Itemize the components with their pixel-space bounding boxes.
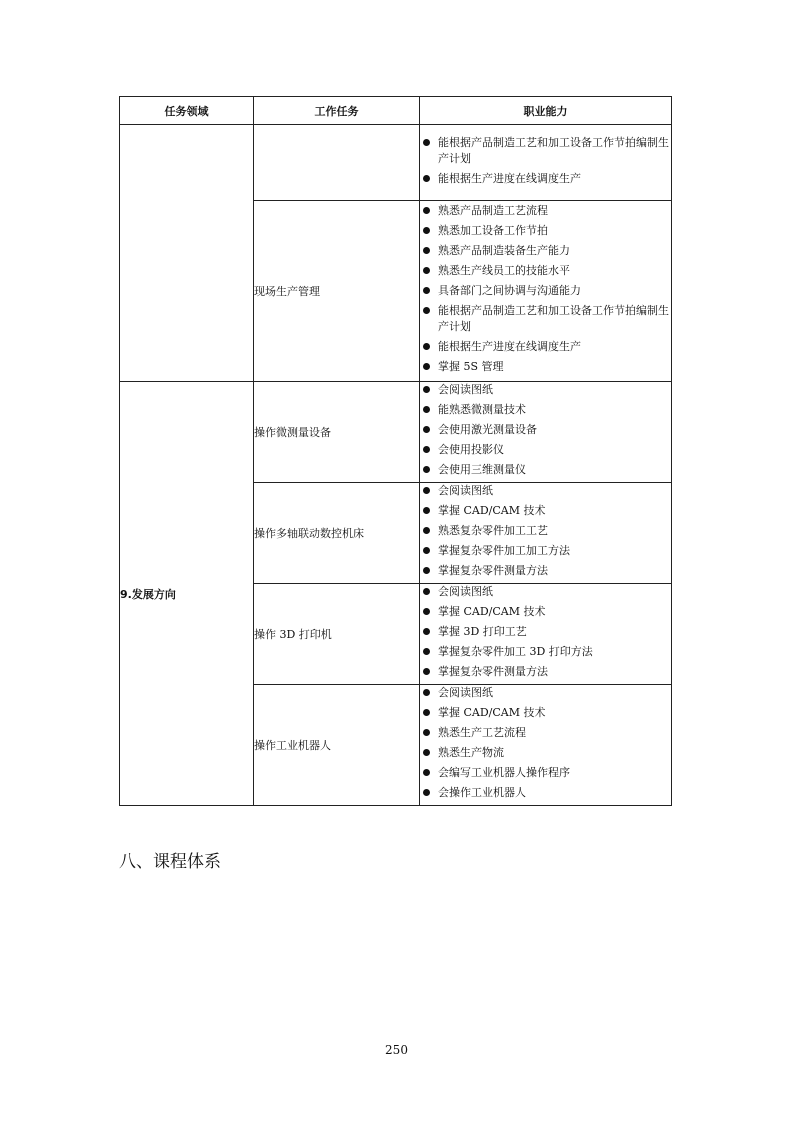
list-item: 能根据产品制造工艺和加工设备工作节拍编制生产计划 bbox=[420, 303, 671, 335]
bullet-icon bbox=[423, 139, 430, 146]
list-item: 熟悉产品制造工艺流程 bbox=[420, 203, 671, 219]
bullet-icon bbox=[423, 247, 430, 254]
list-item: 掌握复杂零件加工加工方法 bbox=[420, 543, 671, 559]
task-cell bbox=[254, 125, 420, 201]
list-item: 掌握复杂零件测量方法 bbox=[420, 563, 671, 579]
abilities-cell bbox=[420, 584, 672, 685]
bullet-icon bbox=[423, 175, 430, 182]
list-item: 会编写工业机器人操作程序 bbox=[420, 765, 671, 781]
bullet-icon bbox=[423, 729, 430, 736]
bullet-icon bbox=[423, 386, 430, 393]
bullet-icon bbox=[423, 689, 430, 696]
task-cell: 操作多轴联动数控机床 bbox=[254, 483, 420, 584]
list-item: 会操作工业机器人 bbox=[420, 785, 671, 801]
bullet-icon bbox=[423, 709, 430, 716]
list-item: 会阅读图纸 bbox=[420, 483, 671, 499]
bullet-icon bbox=[423, 567, 430, 574]
domain-cell: 9.发展方向 bbox=[120, 382, 254, 806]
bullet-icon bbox=[423, 446, 430, 453]
abilities-cell bbox=[420, 382, 672, 483]
abilities-cell bbox=[420, 125, 672, 201]
bullet-icon bbox=[423, 507, 430, 514]
list-item: 能根据生产进度在线调度生产 bbox=[420, 339, 671, 355]
list-item: 掌握 3D 打印工艺 bbox=[420, 624, 671, 640]
bullet-icon bbox=[423, 363, 430, 370]
bullet-icon bbox=[423, 608, 430, 615]
bullet-icon bbox=[423, 406, 430, 413]
list-item: 熟悉生产工艺流程 bbox=[420, 725, 671, 741]
list-item: 会阅读图纸 bbox=[420, 382, 671, 398]
list-item: 熟悉加工设备工作节拍 bbox=[420, 223, 671, 239]
bullet-icon bbox=[423, 466, 430, 473]
bullet-icon bbox=[423, 789, 430, 796]
header-task-domain: 任务领域 bbox=[120, 97, 254, 125]
table-row bbox=[120, 382, 672, 483]
list-item: 能根据生产进度在线调度生产 bbox=[420, 171, 671, 187]
list-item: 掌握复杂零件测量方法 bbox=[420, 664, 671, 680]
task-cell: 操作微测量设备 bbox=[254, 382, 420, 483]
bullet-icon bbox=[423, 287, 430, 294]
abilities-cell bbox=[420, 685, 672, 806]
bullet-icon bbox=[423, 628, 430, 635]
list-item: 掌握 CAD/CAM 技术 bbox=[420, 604, 671, 620]
list-item: 掌握复杂零件加工 3D 打印方法 bbox=[420, 644, 671, 660]
bullet-icon bbox=[423, 527, 430, 534]
bullet-icon bbox=[423, 749, 430, 756]
bullet-icon bbox=[423, 547, 430, 554]
domain-cell-continued bbox=[120, 125, 254, 382]
list-item: 会阅读图纸 bbox=[420, 685, 671, 701]
abilities-cell bbox=[420, 483, 672, 584]
section-heading: 八、课程体系 bbox=[119, 852, 221, 872]
bullet-icon bbox=[423, 307, 430, 314]
header-vocational-ability: 职业能力 bbox=[420, 97, 672, 125]
list-item: 会使用投影仪 bbox=[420, 442, 671, 458]
bullet-icon bbox=[423, 668, 430, 675]
bullet-icon bbox=[423, 588, 430, 595]
competency-table bbox=[119, 96, 672, 806]
list-item: 熟悉复杂零件加工工艺 bbox=[420, 523, 671, 539]
table-row bbox=[120, 125, 672, 201]
bullet-icon bbox=[423, 487, 430, 494]
bullet-icon bbox=[423, 267, 430, 274]
list-item: 熟悉生产线员工的技能水平 bbox=[420, 263, 671, 279]
table-header-row bbox=[120, 97, 672, 125]
task-cell: 现场生产管理 bbox=[254, 201, 420, 382]
task-cell: 操作工业机器人 bbox=[254, 685, 420, 806]
abilities-cell bbox=[420, 201, 672, 382]
bullet-icon bbox=[423, 426, 430, 433]
bullet-icon bbox=[423, 207, 430, 214]
list-item: 熟悉产品制造装备生产能力 bbox=[420, 243, 671, 259]
bullet-icon bbox=[423, 769, 430, 776]
bullet-icon bbox=[423, 227, 430, 234]
bullet-icon bbox=[423, 343, 430, 350]
list-item: 会阅读图纸 bbox=[420, 584, 671, 600]
page-number: 250 bbox=[385, 1043, 408, 1057]
list-item: 会使用三维测量仪 bbox=[420, 462, 671, 478]
list-item: 具备部门之间协调与沟通能力 bbox=[420, 283, 671, 299]
task-cell: 操作 3D 打印机 bbox=[254, 584, 420, 685]
header-work-task: 工作任务 bbox=[254, 97, 420, 125]
list-item: 能根据产品制造工艺和加工设备工作节拍编制生产计划 bbox=[420, 135, 671, 167]
list-item: 能熟悉微测量技术 bbox=[420, 402, 671, 418]
list-item: 会使用激光测量设备 bbox=[420, 422, 671, 438]
bullet-icon bbox=[423, 648, 430, 655]
list-item: 掌握 CAD/CAM 技术 bbox=[420, 503, 671, 519]
list-item: 掌握 5S 管理 bbox=[420, 359, 671, 375]
list-item: 掌握 CAD/CAM 技术 bbox=[420, 705, 671, 721]
list-item: 熟悉生产物流 bbox=[420, 745, 671, 761]
